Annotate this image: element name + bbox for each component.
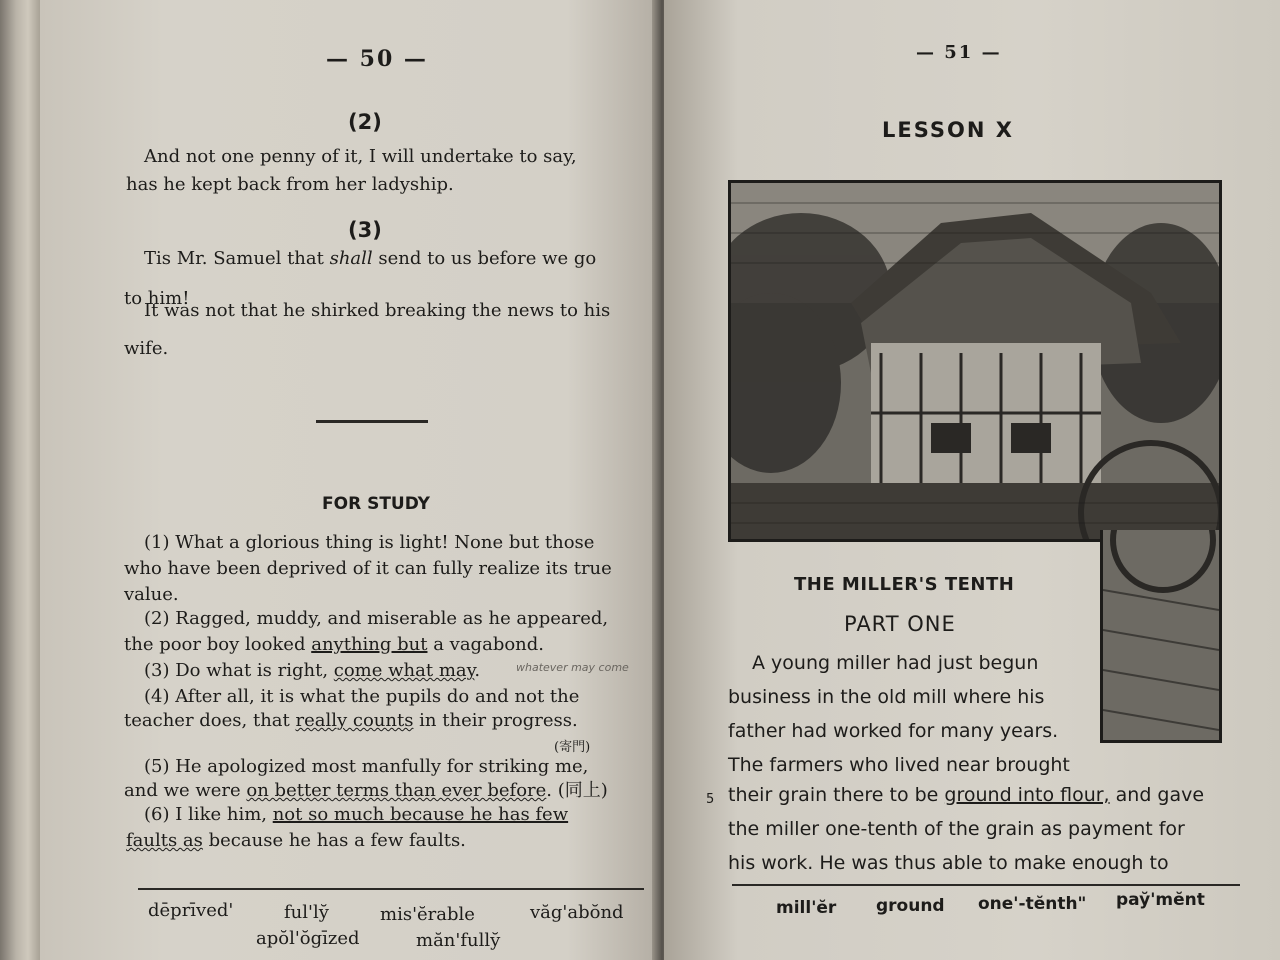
underlined-phrase: really counts <box>295 710 414 731</box>
lesson-title: LESSON X <box>882 118 1014 142</box>
story-line-4: The farmers who lived near brought <box>728 754 1070 776</box>
example-2-line-2: has he kept back from her ladyship. <box>126 174 454 195</box>
story-line-1: A young miller had just begun <box>752 652 1039 674</box>
underlined-phrase: ground into flour, <box>944 784 1110 806</box>
example-3-line-2: to him! <box>124 288 190 309</box>
vocab-rule-left <box>138 888 644 890</box>
example-3-line-4: wife. <box>124 338 169 359</box>
vocab-word: apŏl'ŏgīzed <box>256 928 360 949</box>
page-number-right: — 51 — <box>916 42 1002 63</box>
underlined-phrase: anything but <box>311 634 428 655</box>
example-2-line-1: And not one penny of it, I will undertake to say, <box>144 146 577 167</box>
section-divider <box>316 420 428 423</box>
vocab-word: văg'abŏnd <box>530 902 624 923</box>
underlined-phrase: faults as <box>126 830 203 851</box>
vocab-word: măn'fully̆ <box>416 930 501 951</box>
study-5-line-2: and we were on better terms than ever before. (同上) <box>124 780 608 801</box>
underlined-phrase: on better terms than ever before <box>246 780 547 801</box>
page-number-left: — 50 — <box>326 46 428 72</box>
study-6-line-1: (6) I like him, not so much because he has few <box>144 804 569 825</box>
vocab-word: pay̆'mĕnt <box>1116 890 1205 910</box>
vocab-word: one'-tĕnth" <box>978 894 1087 914</box>
vocab-word: dēprīved' <box>148 900 234 921</box>
vocab-word: ground <box>876 896 945 916</box>
study-5-line-1: (5) He apologized most manfully for striking me, <box>144 756 589 777</box>
vocab-word: mill'ĕr <box>776 898 837 918</box>
mill-illustration <box>728 180 1222 542</box>
vocab-rule-right <box>732 884 1240 886</box>
example-3-number: (3) <box>348 218 382 242</box>
story-line-6: the miller one-tenth of the grain as payment for <box>728 818 1185 840</box>
study-6-line-2: faults as because he has a few faults. <box>126 830 466 851</box>
study-1-line-3: value. <box>124 584 179 605</box>
study-2-line-1: (2) Ragged, muddy, and miserable as he appeared, <box>144 608 609 629</box>
example-3-line-3: It was not that he shirked breaking the news to his <box>144 300 611 321</box>
vocab-word: mis'ĕrable <box>380 904 475 925</box>
study-4-line-2: teacher does, that really counts in their progress. <box>124 710 578 731</box>
underlined-phrase: come what may <box>333 660 475 681</box>
underlined-phrase: not so much because he has few <box>272 804 569 825</box>
example-2-number: (2) <box>348 110 382 134</box>
mill-wheel-illustration <box>1100 530 1222 743</box>
story-title: THE MILLER'S TENTH <box>794 574 1015 595</box>
story-line-3: father had worked for many years. <box>728 720 1059 742</box>
study-1-line-2: who have been deprived of it can fully realize its true <box>124 558 612 579</box>
book-edge <box>0 0 40 960</box>
vocab-word: ful'ly̆ <box>284 902 329 923</box>
emphasis-shall: shall <box>329 248 373 269</box>
study-3-line: (3) Do what is right, come what may. <box>144 660 481 681</box>
study-4-line-1: (4) After all, it is what the pupils do and not the <box>144 686 580 707</box>
line-number: 5 <box>706 792 715 807</box>
margin-note: whatever may come <box>516 661 629 674</box>
story-line-5: their grain there to be ground into flour, and gave <box>728 784 1205 806</box>
part-heading: PART ONE <box>844 612 956 636</box>
story-line-7: his work. He was thus able to make enough to <box>728 852 1169 874</box>
source-note: (寄門) <box>554 740 591 755</box>
study-heading: FOR STUDY <box>322 494 430 514</box>
study-2-line-2: the poor boy looked anything but a vagabond. <box>124 634 545 655</box>
study-1-line-1: (1) What a glorious thing is light! None but those <box>144 532 595 553</box>
left-page <box>40 0 660 960</box>
story-line-2: business in the old mill where his <box>728 686 1045 708</box>
example-3-line-1: Tis Mr. Samuel that shall send to us before we go <box>144 248 597 269</box>
